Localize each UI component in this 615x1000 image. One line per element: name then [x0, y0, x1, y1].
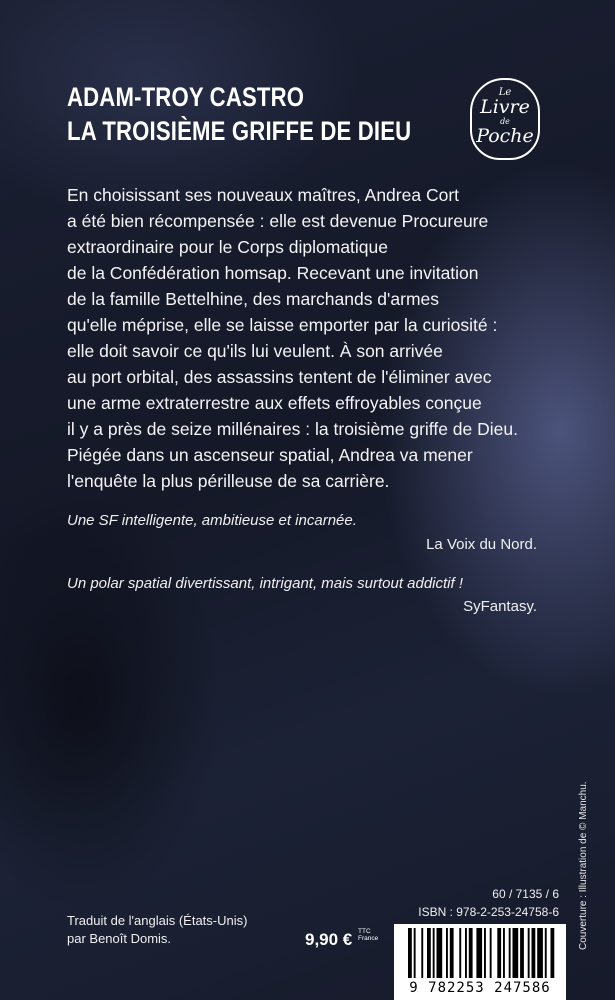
barcode-bar	[503, 928, 505, 978]
blurb-line: Piégée dans un ascenseur spatial, Andrea va mener	[67, 445, 473, 465]
review-quote: Une SF intelligente, ambitieuse et incarnée.	[67, 512, 357, 529]
barcode-bars	[394, 924, 566, 980]
barcode-bar	[509, 928, 511, 978]
barcode-bar	[490, 928, 492, 978]
price-tax-note	[358, 928, 378, 942]
blurb-line: il y a près de seize millénaires : la troisième griffe de Dieu.	[67, 419, 518, 439]
translation-credit	[67, 912, 247, 948]
barcode-digits: 9 782253 247586	[409, 980, 551, 996]
barcode-bar	[437, 928, 443, 978]
barcode-bar	[433, 928, 435, 978]
blurb-line: elle doit savoir ce qu'ils lui veulent. À son arrivée	[67, 341, 443, 361]
blurb-line: qu'elle méprise, elle se laisse emporter par la curiosité :	[67, 315, 498, 335]
publisher-logo	[470, 78, 540, 160]
cover-credit: Couverture : Illustration de © Manchu.	[578, 781, 589, 950]
barcode-bar	[450, 928, 454, 978]
blurb-line: de la famille Bettelhine, des marchands d'armes	[67, 289, 440, 309]
barcode	[394, 924, 566, 1000]
blurb	[67, 182, 547, 494]
review-source: La Voix du Nord.	[426, 536, 537, 553]
barcode-bar	[446, 928, 448, 978]
barcode-bar	[427, 928, 431, 978]
blurb-line: a été bien récompensée : elle est devenue Procureure	[67, 211, 489, 231]
barcode-bar	[528, 928, 530, 978]
author-name: ADAM-TROY CASTRO	[67, 82, 305, 112]
price-region: France	[358, 935, 379, 942]
barcode-bar	[497, 928, 501, 978]
logo-de: de	[500, 117, 510, 126]
barcode-bar	[476, 928, 482, 978]
isbn: ISBN : 978-2-253-24758-6	[418, 905, 559, 919]
blurb-line: une arme extraterrestre aux effets effroyables conçue	[67, 393, 482, 413]
barcode-bar	[408, 928, 412, 978]
barcode-bar	[414, 928, 416, 978]
logo-poche: Poche	[476, 125, 534, 147]
logo-le: Le	[498, 87, 512, 98]
translator: par Benoît Domis.	[67, 931, 172, 946]
barcode-bar	[484, 928, 486, 978]
blurb-line: de la Confédération homsap. Recevant une invitation	[67, 263, 479, 283]
blurb-line: En choisissant ses nouveaux maîtres, Andrea Cort	[67, 185, 460, 205]
barcode-bar	[532, 928, 536, 978]
barcode-bar	[545, 928, 547, 978]
barcode-bar	[421, 928, 423, 978]
book-title: LA TROISIÈME GRIFFE DE DIEU	[67, 116, 412, 146]
barcode-bar	[551, 928, 555, 978]
blurb-line: extraordinaire pour le Corps diplomatique	[67, 237, 389, 257]
barcode-bar	[513, 928, 519, 978]
barcode-bar	[459, 928, 461, 978]
barcode-bar	[465, 928, 467, 978]
logo-livre: Livre	[480, 96, 530, 118]
barcode-bar	[520, 928, 524, 978]
blurb-line: au port orbital, des assassins tentent de l'éliminer avec	[67, 367, 492, 387]
price: 9,90 €	[305, 930, 353, 949]
translated-from: Traduit de l'anglais (États-Unis)	[67, 913, 248, 928]
barcode-bar	[469, 928, 473, 978]
barcode-bar	[537, 928, 543, 978]
review-quote: Un polar spatial divertissant, intrigant, mais surtout addictif !	[67, 575, 464, 592]
reference-number: 60 / 7135 / 6	[492, 887, 559, 901]
price-tax: TTC	[358, 928, 371, 935]
review-source: SyFantasy.	[463, 598, 537, 615]
blurb-line: l'enquête la plus périlleuse de sa carrière.	[67, 471, 390, 491]
